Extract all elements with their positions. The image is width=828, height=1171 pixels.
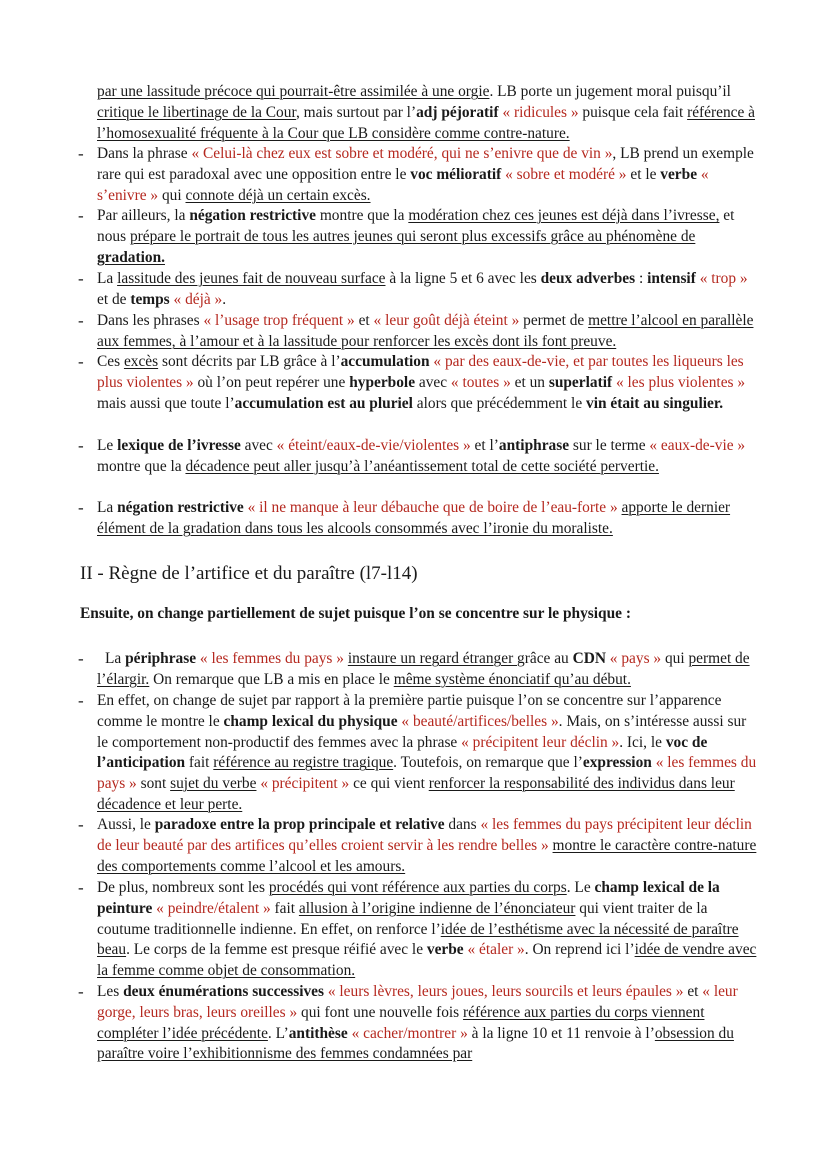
bullet-item: Le lexique de l’ivresse avec « éteint/eaux-de-vie/violentes » et l’antiphrase sur le terme « eaux-de-vie » montre que la décadence peut aller jusqu’à l’anéantissement total de cette société pervertie. [97, 437, 746, 475]
bullet-dash: - [78, 498, 84, 517]
bullet-dash: - [78, 144, 84, 163]
bullet-item: Aussi, le paradoxe entre la prop principale et relative dans « les femmes du pays précipitent leur déclin de leur beauté par des artifices qu’elles croient servir à les rendre belles » montre le caractère contre-nature des comportements comme l’alcool et les amours. [97, 816, 757, 875]
section-heading: II - Règne de l’artifice et du paraître (l7-l14) [80, 563, 418, 584]
section-intro: Ensuite, on change partiellement de sujet puisque l’on se concentre sur le physique : [80, 605, 631, 622]
continuation-paragraph: par une lassitude précoce qui pourrait-être assimilée à une orgie. LB porte un jugement moral puisqu’il critique le libertinage de la Cour, mais surtout par l’adj péjoratif « ridicules » puisque cela fait référence à l’homosexualité fréquente à la Cour que LB considère comme contre-nature. [97, 83, 755, 142]
bullet-item: Dans la phrase « Celui-là chez eux est sobre et modéré, qui ne s’enivre que de vin », LB prend un exemple rare qui est paradoxal avec une opposition entre le voc mélioratif « sobre et modéré » et le verbe « s’enivre » qui connote déjà un certain excès. [97, 145, 754, 204]
bullet-item: Par ailleurs, la négation restrictive montre que la modération chez ces jeunes est déjà dans l’ivresse, et nous prépare le portrait de tous les autres jeunes qui seront plus excessifs grâce au phénomène de gradation. [97, 207, 735, 266]
bullet-item: Dans les phrases « l’usage trop fréquent » et « leur goût déjà éteint » permet de mettre l’alcool en parallèle aux femmes, à l’amour et à la lassitude pour renforcer les excès dont ils font preuve. [97, 312, 754, 350]
bullet-dash: - [78, 206, 84, 225]
bullet-item: La négation restrictive « il ne manque à leur débauche que de boire de l’eau-forte » apporte le dernier élément de la gradation dans tous les alcools consommés avec l’ironie du moraliste. [97, 499, 731, 537]
bullet-dash: - [78, 815, 84, 834]
bullet-item: Les deux énumérations successives « leurs lèvres, leurs joues, leurs sourcils et leurs épaules » et « leur gorge, leurs bras, leurs oreilles » qui font une nouvelle fois référence aux parties du corps viennent compléter l’idée précédente. L’antithèse « cacher/montrer » à la ligne 10 et 11 renvoie à l’obsession du paraître voire l’exhibitionnisme des femmes condamnées par [97, 983, 738, 1063]
bullet-item: La périphrase « les femmes du pays » instaure un regard étranger grâce au CDN « pays » qui permet de l’élargir. On remarque que LB a mis en place le même système énonciatif qu’au début. [97, 650, 750, 688]
bullet-item: En effet, on change de sujet par rapport à la première partie puisque l’on se concentre sur l’apparence comme le montre le champ lexical du physique « beauté/artifices/belles ». Mais, on s’intéresse aussi sur le comportement non-productif des femmes avec la phrase « précipitent leur déclin ». Ici, le voc de l’anticipation fait référence au registre tragique. Toutefois, on remarque que l’expression « les femmes du pays » sont sujet du verbe « précipitent » ce qui vient renforcer la responsabilité des individus dans leur décadence et leur perte. [97, 692, 757, 813]
bullet-item: De plus, nombreux sont les procédés qui vont référence aux parties du corps. Le champ lexical de la peinture « peindre/étalent » fait allusion à l’origine indienne de l’énonciateur qui vient traiter de la coutume traditionnelle indienne. En effet, on renforce l’idée de l’esthétisme avec la nécessité de paraître beau. Le corps de la femme est presque réifié avec le verbe « étaler ». On reprend ici l’idée de vendre avec la femme comme objet de consommation. [97, 879, 757, 980]
bullet-dash: - [78, 878, 84, 897]
bullet-dash: - [78, 436, 84, 455]
bullet-item: La lassitude des jeunes fait de nouveau surface à la ligne 5 et 6 avec les deux adverbes : intensif « trop » et de temps « déjà ». [97, 270, 748, 308]
bullet-dash: - [78, 352, 84, 371]
bullet-dash: - [78, 649, 84, 668]
bullet-item: Ces excès sont décrits par LB grâce à l’accumulation « par des eaux-de-vie, et par toutes les liqueurs les plus violentes » où l’on peut repérer une hyperbole avec « toutes » et un superlatif « les plus violentes » mais aussi que toute l’accumulation est au pluriel alors que précédemment le vin était au singulier. [97, 353, 746, 412]
bullet-dash: - [78, 691, 84, 710]
bullet-dash: - [78, 311, 84, 330]
bullet-dash: - [78, 269, 84, 288]
bullet-dash: - [78, 982, 84, 1001]
